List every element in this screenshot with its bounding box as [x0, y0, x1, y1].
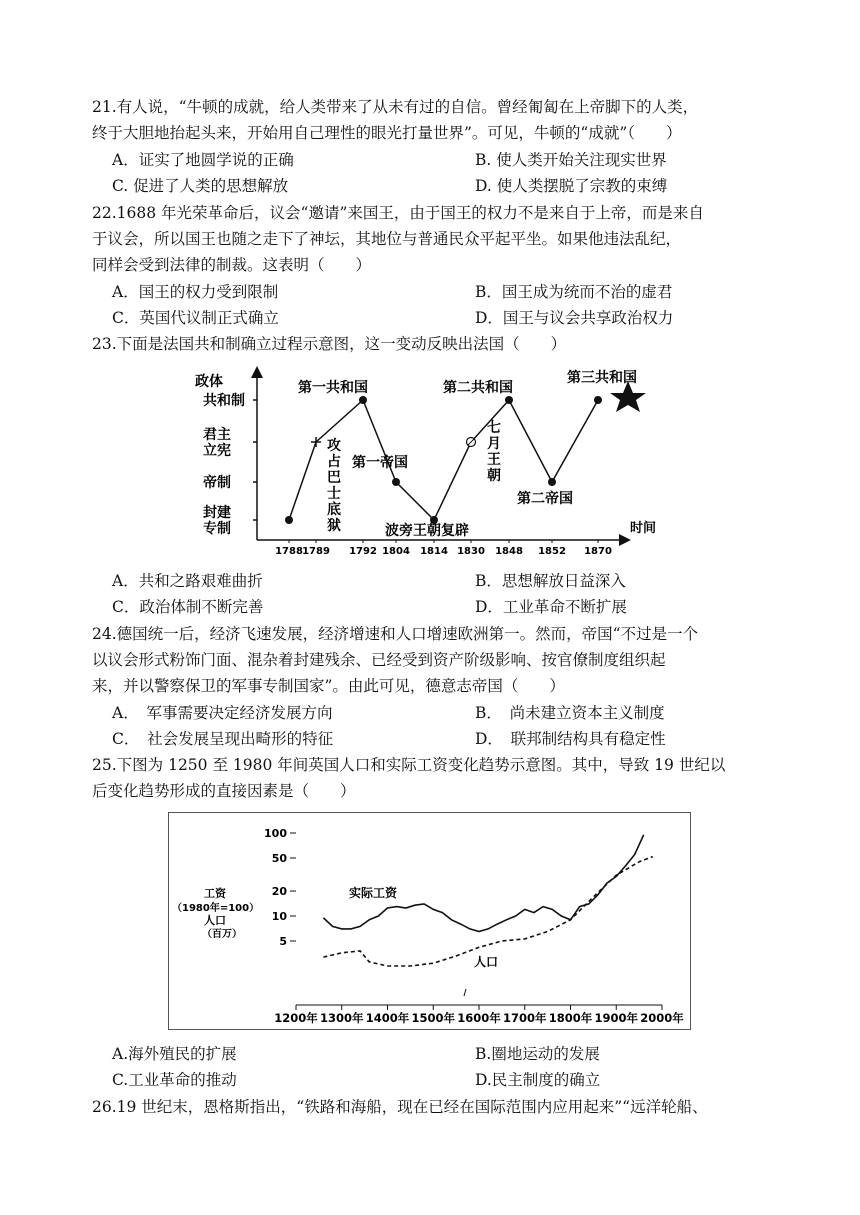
option-d[interactable]: D． 联邦制结构具有稳定性 — [475, 730, 666, 748]
x-tick-label: 1870 — [584, 546, 612, 557]
x-tick-label: 1700年 — [502, 1011, 547, 1025]
option-d[interactable]: D.民主制度的确立 — [475, 1071, 601, 1089]
question-text: 以议会形式粉饰门面、混杂着封建残余、已经受到资产阶级影响、按官僚制度组织起 — [92, 651, 666, 669]
france-republic-chart — [185, 360, 680, 560]
y-tick-label: 10 — [271, 910, 287, 924]
annotation-first-empire: 第一帝国 — [352, 455, 408, 471]
x-tick-label: 1800年 — [548, 1011, 593, 1025]
series-label-population: 人口 — [474, 955, 499, 969]
question-text: 25.下图为 1250 至 1980 年间英国人口和实际工资变化趋势示意图。其中，导致 19 世纪以 — [92, 756, 726, 774]
x-tick-label: 1600年 — [457, 1011, 501, 1025]
y-tick-label: 100 — [264, 827, 287, 840]
annotation-bourbon-restoration: 波旁王朝复辟 — [385, 523, 469, 539]
option-d[interactable]: D. 使人类摆脱了宗教的束缚 — [475, 177, 668, 195]
x-tick-label: 2000年 — [640, 1011, 684, 1025]
x-tick-label: 1848 — [495, 546, 523, 557]
stray-mark — [464, 989, 466, 996]
option-a[interactable]: A． 军事需要决定经济发展方向 — [112, 704, 333, 722]
annotation-third-republic: 第三共和国 — [567, 370, 637, 386]
x-tick-label: 1788 — [275, 546, 303, 557]
y-tick-label: 立宪 — [203, 443, 231, 459]
x-tick-label: 1789 — [302, 546, 330, 557]
y-tick-label: 20 — [271, 885, 287, 899]
data-point — [548, 478, 556, 486]
data-point — [359, 396, 367, 404]
data-point — [285, 516, 293, 524]
option-d[interactable]: D．工业革命不断扩展 — [475, 598, 627, 616]
annotation-first-republic: 第一共和国 — [298, 380, 368, 396]
data-point — [594, 396, 602, 404]
option-b[interactable]: B．思想解放日益深入 — [475, 572, 626, 590]
y-axis-title-population: 人口 — [204, 914, 226, 927]
x-tick-label: 1900年 — [594, 1011, 639, 1025]
y-axis-title-wage-base: （1980年=100） — [172, 903, 260, 914]
question-text: 后变化趋势形成的直接因素是（ ） — [92, 782, 356, 800]
y-axis-title-wage: 工资 — [204, 887, 226, 900]
y-tick-label: 专制 — [203, 521, 231, 537]
series-label-real-wage: 实际工资 — [349, 886, 398, 900]
y-axis-title-population-unit: （百万） — [202, 929, 242, 940]
annotation-july-monarchy: 七月王朝 — [487, 420, 501, 484]
option-b[interactable]: B.圈地运动的发展 — [475, 1045, 600, 1063]
option-b[interactable]: B．国王成为统而不治的虚君 — [475, 283, 673, 301]
question-text: 26.19 世纪末，恩格斯指出，“铁路和海船，现在已经在国际范围内应用起来”“远洋轮船、 — [92, 1098, 708, 1116]
option-a[interactable]: A．证实了地圆学说的正确 — [112, 151, 294, 169]
option-a[interactable]: A.海外殖民的扩展 — [112, 1045, 237, 1063]
data-point — [392, 478, 400, 486]
series-population — [323, 857, 652, 966]
option-d[interactable]: D．国王与议会共享政治权力 — [475, 309, 674, 327]
y-axis-title: 政体 — [195, 374, 223, 390]
y-tick-label: 封建 — [203, 505, 231, 521]
y-tick-label: 共和制 — [203, 393, 245, 409]
x-tick-label: 1830 — [457, 546, 485, 557]
annotation-bastille: 攻占巴士底狱 — [327, 438, 341, 534]
x-tick-label: 1814 — [420, 546, 448, 557]
annotation-second-republic: 第二共和国 — [443, 380, 513, 396]
y-tick-label: 50 — [271, 851, 287, 865]
annotation-second-empire: 第二帝国 — [517, 491, 573, 507]
question-text: 21.有人说，“牛顿的成就，给人类带来了从未有过的自信。曾经匍匐在上帝脚下的人类， — [92, 98, 699, 116]
option-b[interactable]: B. 使人类开始关注现实世界 — [475, 151, 667, 169]
question-text: 同样会受到法律的制裁。这表明（ ） — [92, 256, 372, 274]
option-c[interactable]: C. 促进了人类的思想解放 — [112, 177, 289, 195]
x-tick-label: 1200年 — [274, 1011, 318, 1025]
x-tick-label: 1792 — [349, 546, 377, 557]
option-a[interactable]: A．共和之路艰难曲折 — [112, 572, 263, 590]
option-c[interactable]: C．政治体制不断完善 — [112, 598, 264, 616]
option-b[interactable]: B． 尚未建立资本主义制度 — [475, 704, 665, 722]
x-tick-label: 1500年 — [411, 1011, 456, 1025]
option-c[interactable]: C． 社会发展呈现出畸形的特征 — [112, 730, 334, 748]
y-tick-label: 帝制 — [203, 475, 231, 491]
question-text: 来，并以警察保卫的军事专制国家”。由此可见，德意志帝国（ ） — [92, 677, 565, 695]
question-text: 24.德国统一后，经济飞速发展，经济增速和人口增速欧洲第一。然而，帝国“不过是一个 — [92, 625, 699, 643]
uk-population-wage-chart — [169, 813, 690, 1029]
x-tick-label: 1400年 — [365, 1011, 410, 1025]
series-real-wage — [323, 835, 643, 932]
uk-population-wage-chart-frame — [168, 812, 691, 1030]
x-axis-title: 时间 — [630, 521, 657, 536]
question-text: 22.1688 年光荣革命后，议会“邀请”来国王，由于国王的权力不是来自于上帝，而是来自 — [92, 204, 704, 222]
x-tick-label: 1852 — [538, 546, 566, 557]
question-text: 于议会，所以国王也随之走下了神坛，其地位与普通民众平起平坐。如果他违法乱纪， — [92, 230, 682, 248]
option-c[interactable]: C.工业革命的推动 — [112, 1071, 237, 1089]
x-tick-label: 1300年 — [319, 1011, 364, 1025]
question-text: 23.下面是法国共和制确立过程示意图，这一变动反映出法国（ ） — [92, 335, 567, 353]
y-tick-label: 君主 — [203, 427, 231, 443]
option-a[interactable]: A．国王的权力受到限制 — [112, 283, 279, 301]
y-tick-label: 5 — [279, 935, 287, 948]
question-text: 终于大胆地抬起头来，开始用自己理性的眼光打量世界”。可见，牛顿的“成就”（ ） — [92, 124, 682, 142]
data-point — [505, 396, 513, 404]
option-c[interactable]: C．英国代议制正式确立 — [112, 309, 279, 327]
x-tick-label: 1804 — [382, 546, 410, 557]
